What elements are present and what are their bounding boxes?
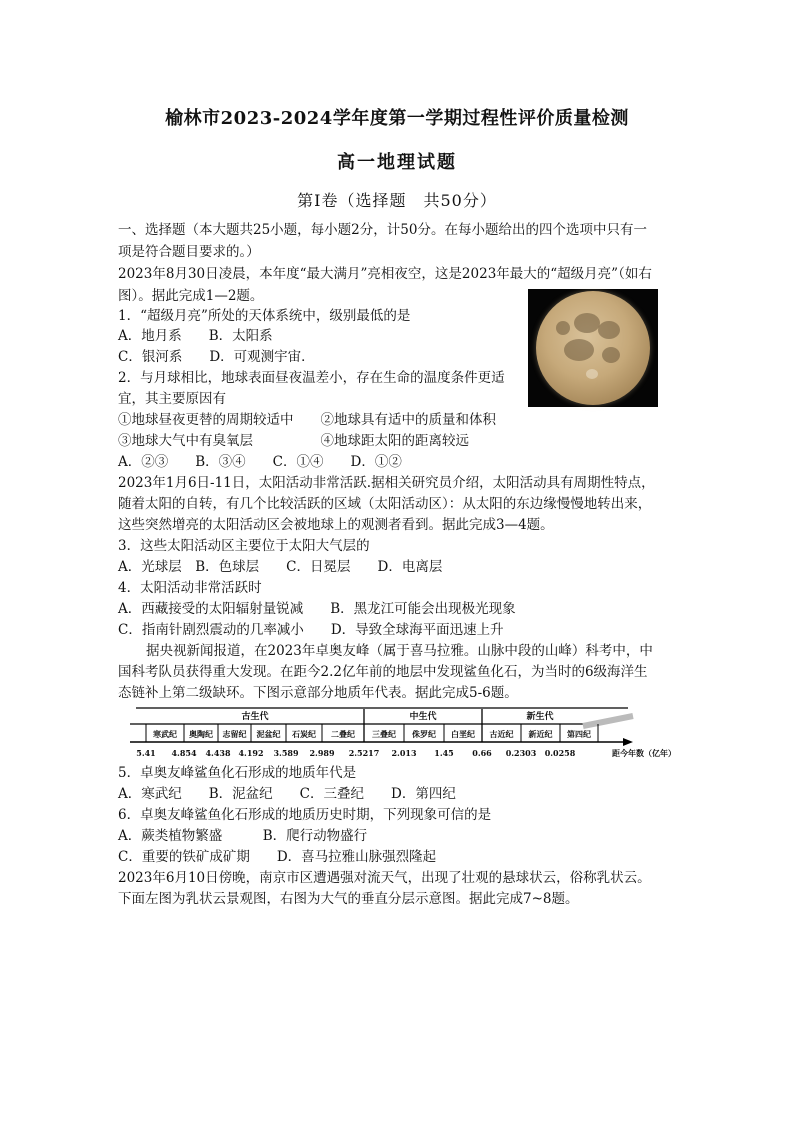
- question-4: 4．太阳活动非常活跃时: [118, 580, 262, 596]
- question-2-line-1: 2．与月球相比，地球表面昼夜温差小，存在生命的温度条件更适: [118, 370, 505, 386]
- age-value: 5.41: [136, 748, 156, 758]
- geologic-time-scale: [128, 704, 676, 762]
- age-value: 0.66: [472, 748, 492, 758]
- q4-options-ab: A．西藏接受的太阳辐射量锐减 B．黑龙江可能会出现极光现象: [118, 601, 516, 617]
- period-label: 志留纪: [222, 729, 247, 739]
- stem-2-line-3: 这些突然增亮的太阳活动区会被地球上的观测者看到。据此完成3—4题。: [118, 517, 554, 533]
- age-value: 2.5217: [348, 748, 380, 758]
- q3-options: A．光球层 B．色球层 C．日冕层 D．电离层: [118, 559, 443, 575]
- question-2-line-2: 宜，其主要原因有: [118, 391, 226, 407]
- q6-options-cd: C．重要的铁矿成矿期 D．喜马拉雅山脉强烈隆起: [118, 849, 437, 865]
- age-value: 2.989: [309, 748, 335, 758]
- period-label: 二叠纪: [331, 729, 355, 739]
- full-moon-photo: [528, 289, 658, 407]
- question-3: 3．这些太阳活动区主要位于太阳大气层的: [118, 538, 370, 554]
- age-value: 0.0258: [544, 748, 576, 758]
- period-label: 第四纪: [567, 729, 591, 739]
- age-value: 0.2303: [505, 748, 537, 758]
- stem-1-line-2: 图）。据此完成1—2题。: [118, 288, 264, 304]
- stem-3-line-2: 国科考队员获得重大发现。在距今2.2亿年前的地层中发现鲨鱼化石，为当时的6级海洋生: [118, 664, 648, 680]
- q4-options-cd: C．指南针剧烈震动的几率减小 D．导致全球海平面迅速上升: [118, 622, 504, 638]
- stem-4-line-1: 2023年6月10日傍晚，南京市区遭遇强对流天气，出现了壮观的悬球状云，俗称乳状云。: [118, 870, 651, 886]
- period-label: 侏罗纪: [412, 729, 436, 739]
- age-value: 1.45: [434, 748, 454, 758]
- question-5: 5．卓奥友峰鲨鱼化石形成的地质年代是: [118, 765, 357, 781]
- axis-label: 距今年数（亿年）: [612, 748, 676, 758]
- q1-options-ab: A．地月系 B．太阳系: [118, 328, 273, 344]
- age-value: 4.438: [205, 748, 231, 758]
- period-label: 白垩纪: [451, 729, 475, 739]
- stem-4-line-2: 下面左图为乳状云景观图，右图为大气的垂直分层示意图。据此完成7~8题。: [118, 891, 579, 907]
- period-label: 三叠纪: [372, 729, 396, 739]
- era-label: 古生代: [241, 712, 269, 722]
- instruction-line-1: 一、选择题（本大题共25小题，每小题2分，计50分。在每小题给出的四个选项中只有一: [118, 222, 647, 238]
- q1-options-cd: C．银河系 D．可观测宇宙．: [118, 349, 315, 365]
- exam-subtitle: 高一地理试题: [337, 152, 457, 173]
- period-label: 石炭纪: [292, 729, 316, 739]
- q5-options: A．寒武纪 B．泥盆纪 C．三叠纪 D．第四纪: [118, 786, 456, 802]
- stem-2-line-1: 2023年1月6日-11日，太阳活动非常活跃.据相关研究员介绍，太阳活动具有周期性特点，: [118, 475, 655, 491]
- period-label: 新近纪: [528, 729, 553, 739]
- exam-title: 榆林市2023-2024学年度第一学期过程性评价质量检测: [165, 108, 629, 129]
- moon-disc: [536, 291, 650, 405]
- era-label: 中生代: [409, 712, 437, 722]
- q6-options-ab: A．蕨类植物繁盛 B．爬行动物盛行: [118, 828, 368, 844]
- period-label: 泥盆纪: [256, 729, 281, 739]
- period-label: 寒武纪: [153, 729, 177, 739]
- question-1: 1．“超级月亮”所处的天体系统中，级别最低的是: [118, 308, 411, 324]
- q2-statements-34: ③地球大气中有臭氧层 ④地球距太阳的距离较远: [118, 433, 469, 449]
- q2-options: A．②③ B．③④ C．①④ D．①②: [118, 454, 402, 470]
- section-heading: 第Ⅰ卷（选择题 共50分）: [297, 191, 497, 210]
- period-label: 奥陶纪: [189, 729, 213, 739]
- stem-3-line-3: 态链补上第二级缺环。下图示意部分地质年代表。据此完成5-6题。: [118, 685, 518, 701]
- question-6: 6．卓奥友峰鲨鱼化石形成的地质历史时期，下列现象可信的是: [118, 807, 492, 823]
- age-value: 2.013: [391, 748, 417, 758]
- age-value: 4.854: [171, 748, 197, 758]
- stem-1-line-1: 2023年8月30日凌晨，本年度“最大满月”亮相夜空，这是2023年最大的“超级月亮”（如右: [118, 266, 652, 282]
- period-label: 古近纪: [489, 729, 514, 739]
- instruction-line-2: 项是符合题目要求的。）: [118, 244, 260, 260]
- age-value: 4.192: [238, 748, 264, 758]
- stem-3-line-1: 据央视新闻报道，在2023年卓奥友峰（属于喜马拉雅。山脉中段的山峰）科考中，中: [146, 643, 653, 659]
- geologic-time-table: [128, 704, 676, 762]
- q2-statements-12: ①地球昼夜更替的周期较适中 ②地球具有适中的质量和体积: [118, 412, 496, 428]
- stem-2-line-2: 随着太阳的自转，有几个比较活跃的区域（太阳活动区）：从太阳的东边缘慢慢地转出来，: [118, 496, 652, 512]
- age-value: 3.589: [273, 748, 299, 758]
- era-label: 新生代: [526, 712, 554, 722]
